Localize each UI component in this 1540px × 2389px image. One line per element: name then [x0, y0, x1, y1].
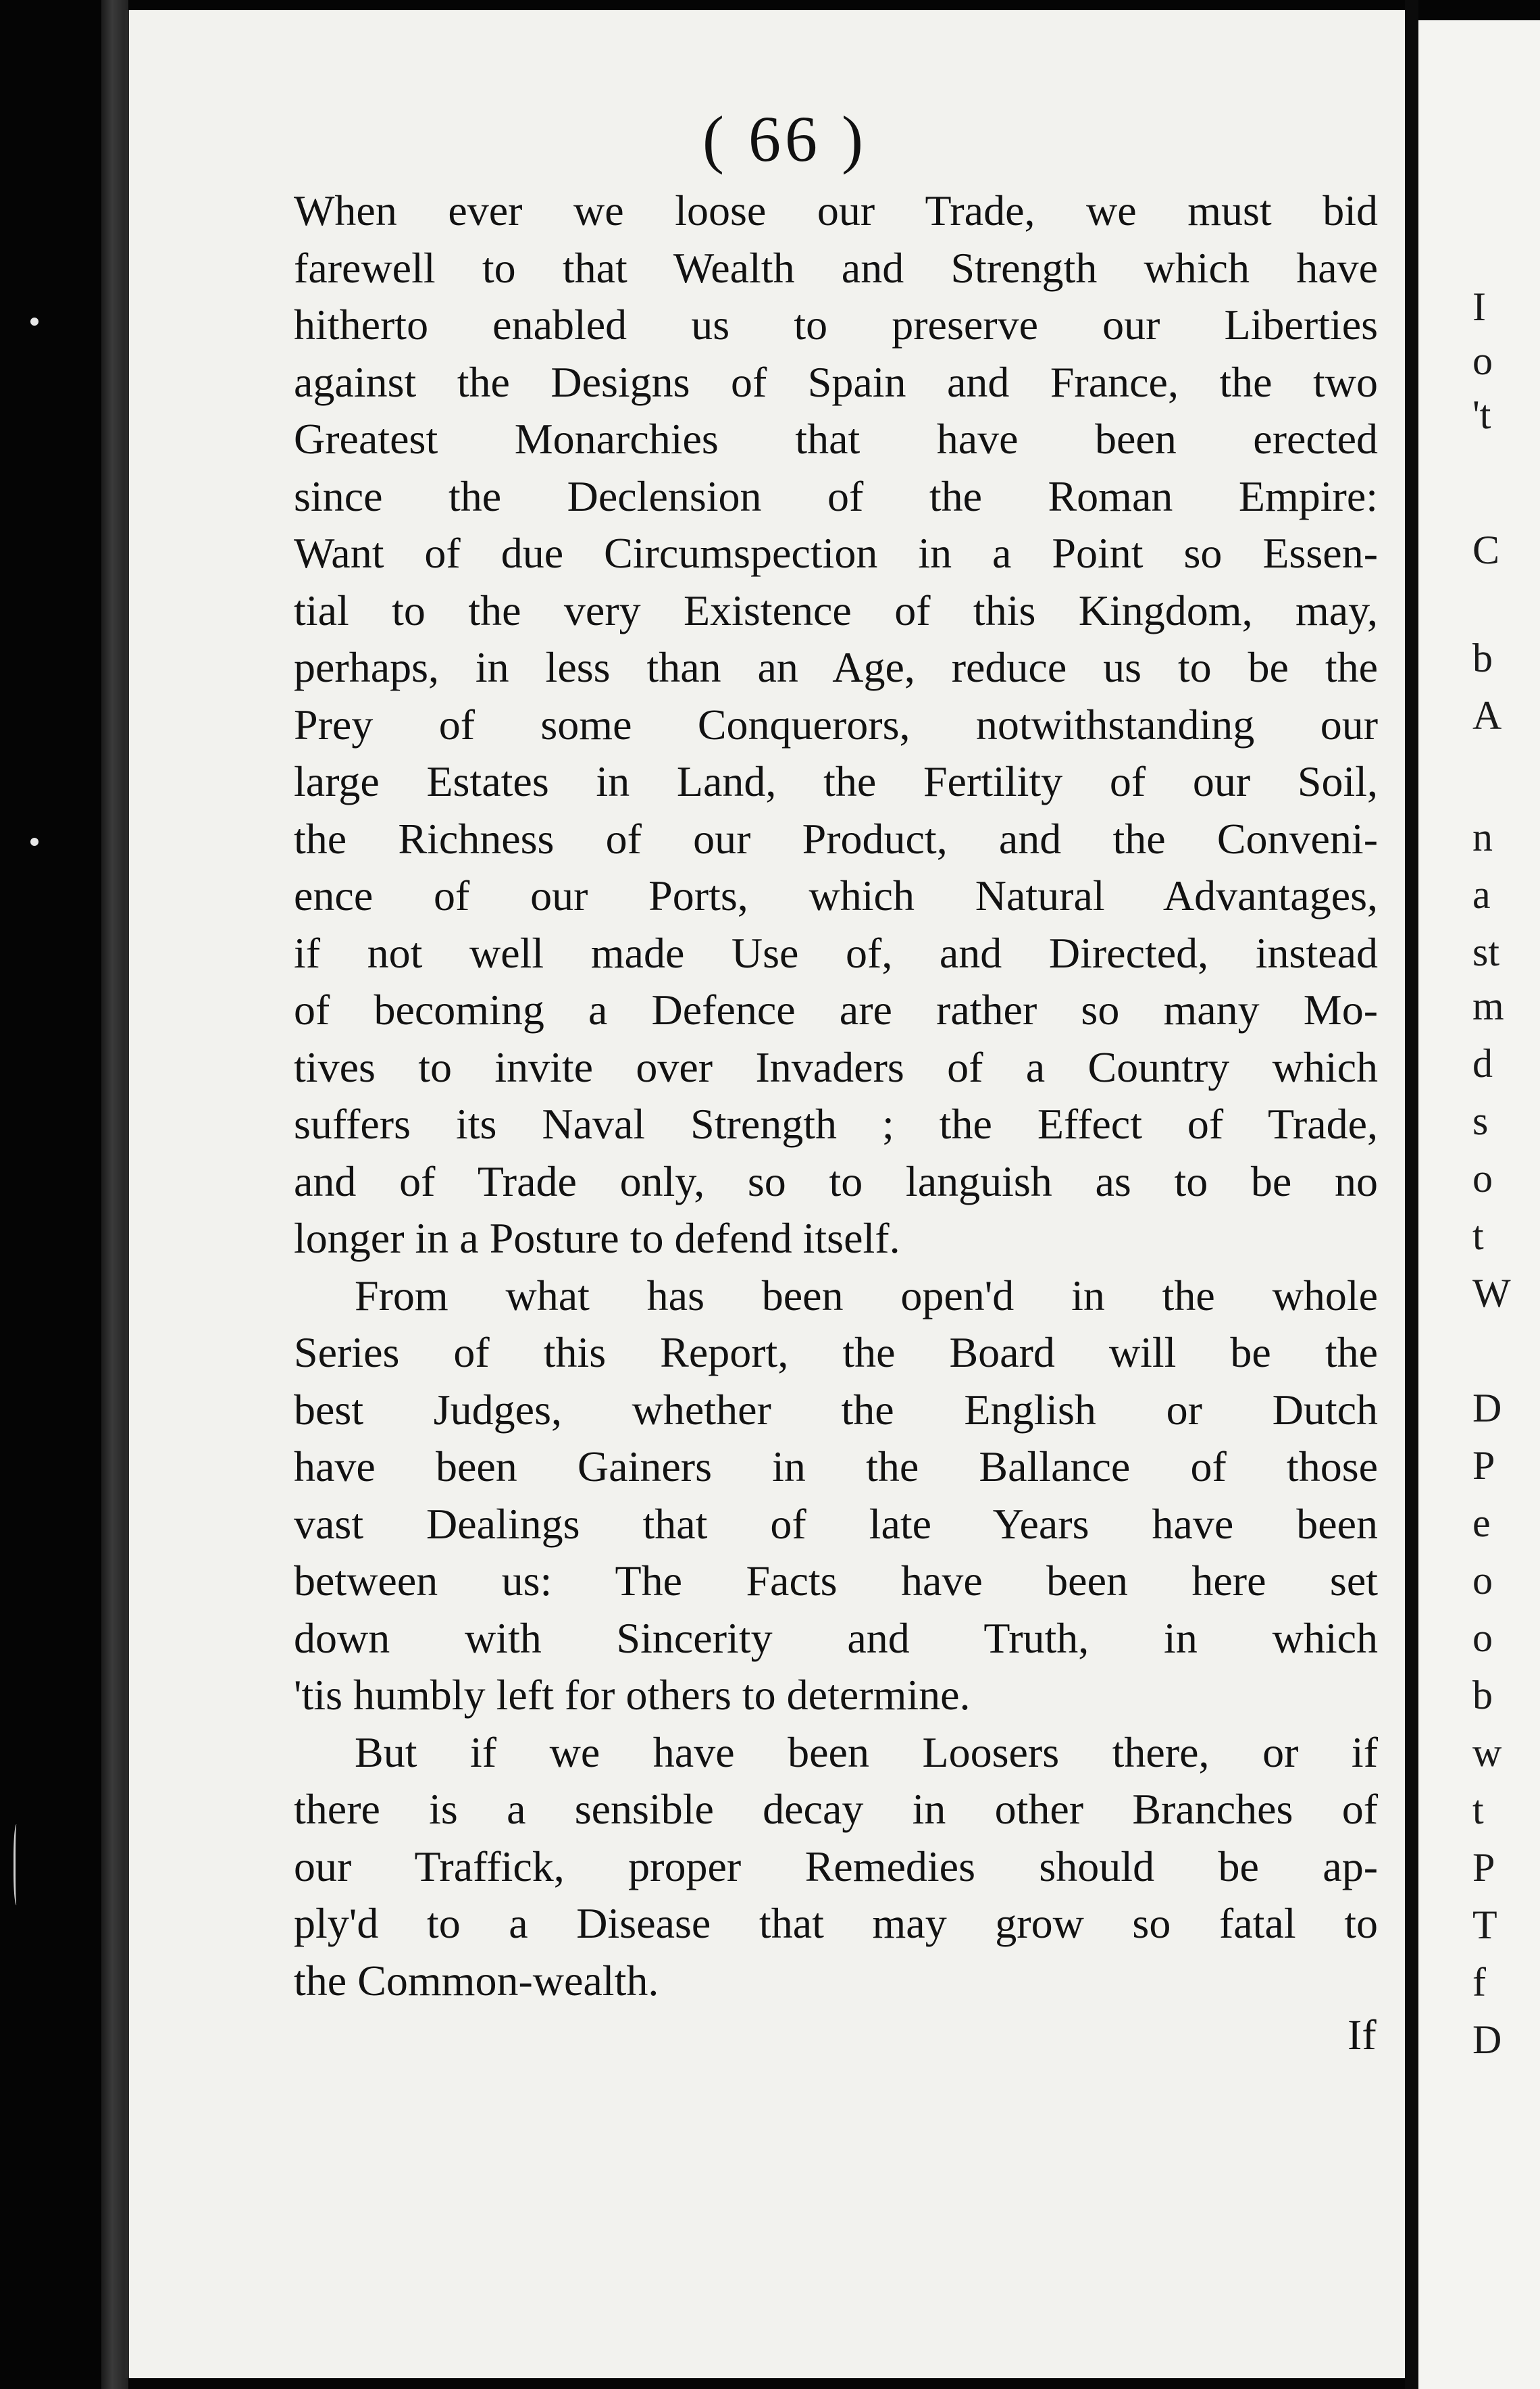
binding-edge: [101, 0, 128, 2389]
text-line: perhaps, in less than an Age, reduce us to be the: [294, 643, 1378, 691]
page-text: [294, 182, 1378, 2009]
fragment: st: [1472, 930, 1500, 974]
text-line: Prey of some Conquerors, notwithstanding our: [294, 700, 1378, 749]
text-line: 'tis humbly left for others to determine.: [294, 1671, 971, 1719]
text-line: Greatest Monarchies that have been erected: [294, 415, 1378, 463]
fragment: o: [1472, 338, 1493, 383]
fragment: m: [1472, 984, 1504, 1028]
text-line: down with Sincerity and Truth, in which: [294, 1613, 1378, 1662]
fragment: D: [1472, 2017, 1502, 2062]
text-line: Want of due Circumspection in a Point so Essen-: [294, 529, 1378, 577]
margin-speck: [30, 838, 38, 846]
fragment: P: [1472, 1845, 1495, 1890]
text-line: if not well made Use of, and Directed, instead: [294, 928, 1378, 977]
fragment: P: [1472, 1443, 1495, 1488]
fragment: 't: [1472, 393, 1491, 437]
text-line: there is a sensible decay in other Branches of: [294, 1785, 1378, 1833]
text-line: suffers its Naval Strength ; the Effect of Trade,: [294, 1100, 1378, 1148]
fragment: e: [1472, 1501, 1491, 1545]
text-line: When ever we loose our Trade, we must bid: [294, 186, 1378, 234]
text-line: of becoming a Defence are rather so many Mo-: [294, 986, 1378, 1034]
text-line: farewell to that Wealth and Strength which have: [294, 243, 1378, 292]
fragment: t: [1472, 1788, 1484, 1832]
text-line: longer in a Posture to defend itself.: [294, 1214, 900, 1262]
text-line: against the Designs of Spain and France, the two: [294, 357, 1378, 406]
page-number: ( 66 ): [702, 103, 867, 175]
margin-speck: [30, 318, 38, 326]
fragment: b: [1472, 1673, 1493, 1717]
book-gutter: [1405, 0, 1418, 2389]
text-line: have been Gainers in the Ballance of those: [294, 1442, 1378, 1490]
text-line: tives to invite over Invaders of a Country which: [294, 1042, 1378, 1091]
text-line: hitherto enabled us to preserve our Liberties: [294, 301, 1378, 349]
text-line: ply'd to a Disease that may grow so fatal to: [294, 1899, 1378, 1947]
fragment: d: [1472, 1041, 1493, 1086]
text-line: From what has been open'd in the whole: [355, 1271, 1378, 1319]
text-line: since the Declension of the Roman Empire:: [294, 472, 1378, 520]
fragment: o: [1472, 1615, 1493, 1660]
fragment: C: [1472, 528, 1500, 572]
fragment: I: [1472, 284, 1486, 329]
fragment: n: [1472, 815, 1493, 859]
fragment: W: [1472, 1271, 1511, 1315]
text-line: vast Dealings that of late Years have been: [294, 1499, 1378, 1548]
fragment: T: [1472, 1903, 1497, 1947]
fragment: s: [1472, 1099, 1489, 1143]
text-line: the Common-wealth.: [294, 1956, 659, 2005]
fragment: b: [1472, 636, 1493, 680]
fragment: o: [1472, 1558, 1493, 1603]
text-line: and of Trade only, so to languish as to be no: [294, 1157, 1378, 1205]
text-line: large Estates in Land, the Fertility of our Soil,: [294, 757, 1378, 805]
text-line: tial to the very Existence of this Kingdom, may,: [294, 586, 1378, 634]
fragment: a: [1472, 872, 1491, 917]
text-line: the Richness of our Product, and the Conveni-: [294, 814, 1378, 863]
fragment: A: [1472, 693, 1502, 738]
margin-stray-mark: [14, 1824, 21, 1905]
text-line: best Judges, whether the English or Dutch: [294, 1385, 1378, 1434]
text-line: ence of our Ports, which Natural Advantages,: [294, 872, 1378, 920]
fragment: D: [1472, 1386, 1502, 1430]
fragment: f: [1472, 1960, 1486, 2005]
text-line: our Traffick, proper Remedies should be ap-: [294, 1842, 1378, 1890]
fragment: o: [1472, 1156, 1493, 1201]
fragment: w: [1472, 1730, 1502, 1775]
fragment: t: [1472, 1213, 1484, 1258]
catchword: If: [1348, 2011, 1377, 2059]
text-line: Series of this Report, the Board will be the: [294, 1328, 1378, 1376]
text-line: between us: The Facts have been here set: [294, 1557, 1378, 1605]
text-line: But if we have been Loosers there, or if: [355, 1728, 1378, 1776]
